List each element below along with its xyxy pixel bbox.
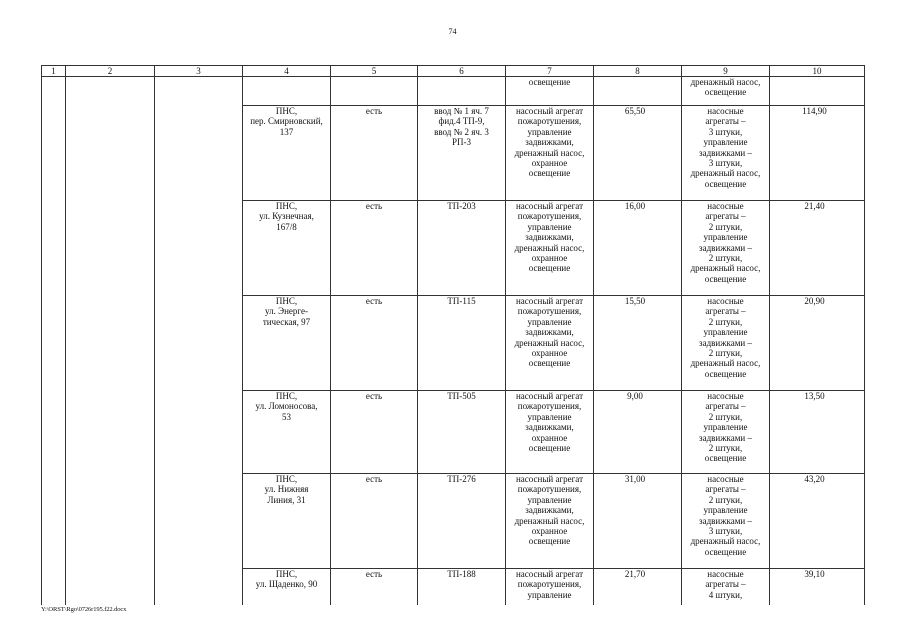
header-col-8: 8	[594, 66, 682, 77]
value-col8: 16,00	[594, 201, 682, 296]
header-row	[42, 66, 865, 77]
header-col-7: 7	[506, 66, 594, 77]
power-source: ТП-505	[418, 391, 506, 474]
equipment: насосный агрегат пожаротушения, управление задвижками, дренажный насос, охранное освещение	[506, 201, 594, 296]
value-col10: 13,50	[770, 391, 865, 474]
power-source: ввод № 1 яч. 7 фид.4 ТП-9, ввод № 2 яч. 3 РП-3	[418, 106, 506, 201]
header-col-1: 1	[42, 66, 66, 77]
page-number: 74	[448, 27, 457, 36]
station-name: ПНС, ул. Ломоносова, 53	[243, 391, 331, 474]
header-col-3: 3	[155, 66, 243, 77]
units: насосные агрегаты – 2 штуки, управление задвижками – 3 штуки, дренажный насос, освещение	[682, 474, 770, 569]
value-col10: 39,10	[770, 569, 865, 606]
equipment: насосный агрегат пожаротушения, управление задвижками, дренажный насос, охранное освещение	[506, 106, 594, 201]
units: насосные агрегаты – 2 штуки, управление задвижками – 2 штуки, освещение	[682, 391, 770, 474]
header-col-9: 9	[682, 66, 770, 77]
units: насосные агрегаты – 2 штуки, управление задвижками – 2 штуки, дренажный насос, освещение	[682, 296, 770, 391]
equipment: насосный агрегат пожаротушения, управление задвижками, дренажный насос, охранное освещение	[506, 474, 594, 569]
continuation-units: дренажный насос, освещение	[682, 77, 770, 106]
presence: есть	[331, 569, 418, 606]
units: насосные агрегаты – 2 штуки, управление задвижками – 2 штуки, дренажный насос, освещение	[682, 201, 770, 296]
value-col8: 15,50	[594, 296, 682, 391]
col3-cell	[155, 77, 243, 606]
power-source: ТП-276	[418, 474, 506, 569]
units: насосные агрегаты – 3 штуки, управление задвижками – 3 штуки, дренажный насос, освещение	[682, 106, 770, 201]
header-col-4: 4	[243, 66, 331, 77]
continuation-equipment: освещение	[506, 77, 594, 106]
continuation-row	[42, 77, 865, 106]
presence: есть	[331, 201, 418, 296]
header-col-2: 2	[66, 66, 155, 77]
value-col10: 20,90	[770, 296, 865, 391]
value-col10: 114,90	[770, 106, 865, 201]
presence: есть	[331, 391, 418, 474]
equipment: насосный агрегат пожаротушения, управление задвижками, дренажный насос, охранное освещение	[506, 296, 594, 391]
power-source: ТП-203	[418, 201, 506, 296]
station-name: ПНС, пер. Смирновский, 137	[243, 106, 331, 201]
value-col10: 21,40	[770, 201, 865, 296]
value-col10: 43,20	[770, 474, 865, 569]
col1-cell	[42, 77, 66, 606]
presence: есть	[331, 106, 418, 201]
header-col-5: 5	[331, 66, 418, 77]
station-name: ПНС, ул. Энерге- тическая, 97	[243, 296, 331, 391]
station-name: ПНС, ул. Нижняя Линия, 31	[243, 474, 331, 569]
station-name: ПНС, ул. Кузнечная, 167/8	[243, 201, 331, 296]
presence: есть	[331, 296, 418, 391]
power-source: ТП-115	[418, 296, 506, 391]
equipment: насосный агрегат пожаротушения, управление задвижками, охранное освещение	[506, 391, 594, 474]
value-col8: 65,50	[594, 106, 682, 201]
power-source: ТП-188	[418, 569, 506, 606]
units: насосные агрегаты – 4 штуки,	[682, 569, 770, 606]
header-col-10: 10	[770, 66, 865, 77]
value-col8: 31,00	[594, 474, 682, 569]
value-col8: 9,00	[594, 391, 682, 474]
facilities-table	[41, 65, 865, 605]
value-col8: 21,70	[594, 569, 682, 606]
footer-file-path: Y:\ORST\Rgo\0726r195.f22.docx	[41, 606, 127, 613]
presence: есть	[331, 474, 418, 569]
col2-cell	[66, 77, 155, 606]
header-col-6: 6	[418, 66, 506, 77]
station-name: ПНС, ул. Щаденко, 90	[243, 569, 331, 606]
equipment: насосный агрегат пожаротушения, управление	[506, 569, 594, 606]
